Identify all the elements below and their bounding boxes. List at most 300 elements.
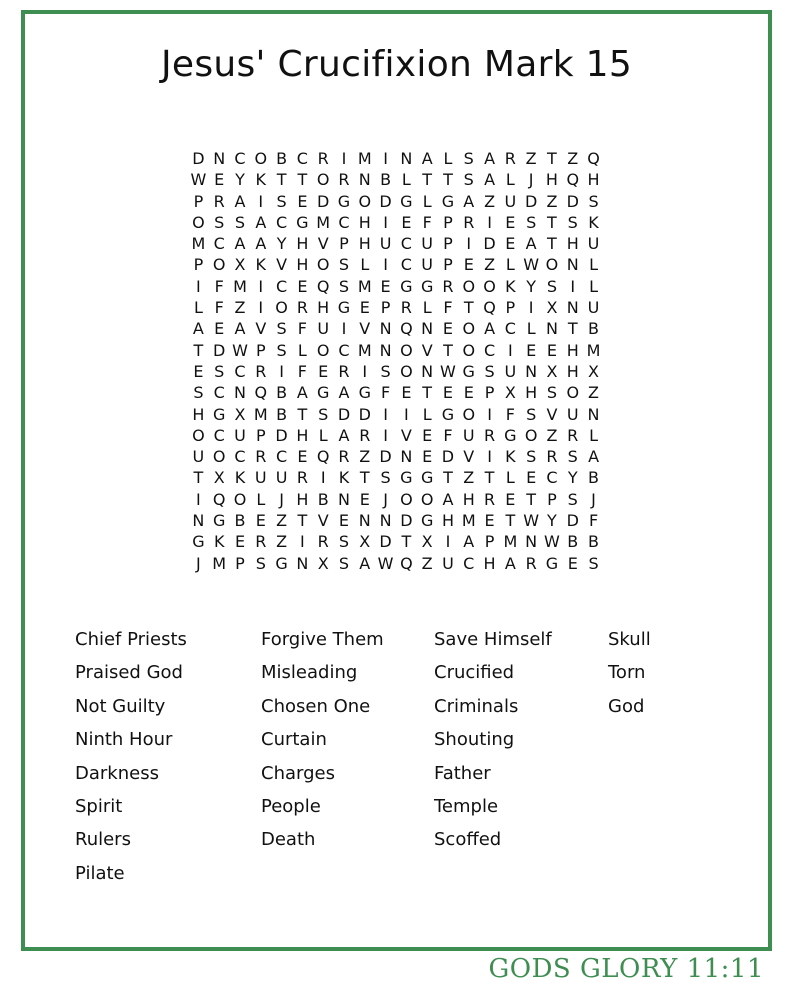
grid-letter: I [466, 234, 472, 254]
grid-letter: N [192, 511, 205, 531]
grid-letter: D [379, 191, 392, 211]
grid-letter: P [235, 553, 245, 573]
grid-letter: I [383, 149, 388, 168]
grid-letter: G [296, 212, 309, 232]
grid-letter: Z [546, 425, 558, 445]
grid-letter: V [276, 255, 288, 275]
word-list-item: Criminals [434, 695, 519, 717]
grid-letter: T [484, 468, 495, 488]
grid-letter: T [547, 234, 557, 254]
grid-row [188, 212, 604, 233]
word-list-item: Chosen One [261, 695, 371, 717]
grid-letter: P [505, 298, 516, 318]
grid-letter: F [214, 298, 224, 318]
grid-letter: I [383, 404, 388, 424]
grid-letter: I [404, 404, 409, 424]
word-list-item: Pilate [75, 862, 125, 884]
grid-letter: G [420, 276, 434, 296]
grid-letter: B [588, 532, 600, 552]
grid-letter: A [338, 425, 350, 445]
grid-letter: K [234, 468, 246, 488]
grid-letter: U [566, 404, 579, 424]
grid-letter: C [276, 447, 288, 467]
grid-letter: A [588, 447, 600, 467]
grid-letter: T [193, 468, 204, 488]
grid-letter: G [337, 191, 351, 211]
grid-letter: O [483, 276, 496, 296]
grid-letter: G [545, 553, 559, 573]
grid-letter: K [255, 255, 267, 275]
grid-letter: D [317, 191, 330, 211]
grid-letter: S [214, 361, 225, 381]
grid-letter: U [504, 191, 517, 211]
grid-letter: I [383, 212, 388, 232]
grid-letter: O [192, 212, 205, 232]
grid-letter: I [487, 404, 492, 424]
grid-letter: T [567, 319, 578, 339]
grid-letter: E [234, 532, 246, 552]
grid-letter: M [357, 276, 372, 296]
grid-letter: U [587, 298, 600, 318]
grid-letter: Z [276, 511, 288, 531]
grid-letter: N [400, 149, 413, 168]
grid-letter: U [504, 361, 517, 381]
grid-letter: J [196, 553, 201, 573]
grid-letter: S [484, 361, 495, 381]
word-list-item: Ninth Hour [75, 729, 173, 751]
grid-letter: L [526, 319, 536, 339]
grid-letter: O [462, 276, 476, 296]
grid-letter: T [443, 340, 453, 360]
grid-letter: H [441, 511, 454, 531]
grid-letter: E [214, 170, 225, 190]
grid-letter: L [443, 149, 453, 168]
grid-letter: O [545, 255, 559, 275]
grid-letter: E [442, 319, 454, 339]
word-list-item: Not Guilty [75, 695, 166, 717]
grid-letter: A [484, 319, 496, 339]
grid-letter: G [462, 361, 475, 381]
grid-letter: S [526, 212, 537, 232]
grid-letter: L [589, 276, 598, 296]
grid-letter: Z [588, 383, 600, 403]
grid-letter: O [524, 425, 538, 445]
grid-letter: L [505, 170, 515, 190]
grid-letter: D [379, 532, 392, 552]
word-list-item: Darkness [75, 762, 159, 784]
grid-letter: G [400, 276, 413, 296]
grid-letter: C [276, 276, 288, 296]
grid-letter: Z [567, 149, 579, 168]
grid-letter: C [296, 149, 308, 168]
grid-letter: G [212, 404, 226, 424]
grid-letter: K [255, 170, 267, 190]
grid-letter: W [440, 361, 456, 381]
grid-row [188, 169, 604, 190]
grid-letter: W [190, 170, 207, 190]
grid-letter: I [341, 319, 347, 339]
grid-letter: O [400, 340, 413, 360]
grid-letter: R [338, 447, 350, 467]
grid-letter: O [316, 340, 330, 360]
grid-letter: I [258, 276, 264, 296]
grid-letter: R [504, 149, 516, 168]
grid-letter: B [234, 511, 246, 531]
grid-letter: T [547, 149, 557, 168]
grid-letter: F [214, 276, 224, 296]
grid-letter: I [320, 468, 326, 488]
grid-letter: H [566, 234, 579, 254]
grid-letter: K [338, 468, 350, 488]
grid-letter: U [587, 234, 600, 254]
word-list-item: Father [434, 762, 491, 784]
grid-letter: U [462, 425, 475, 445]
grid-letter: N [358, 170, 371, 190]
grid-letter: D [524, 191, 538, 211]
grid-letter: B [588, 319, 600, 339]
grid-letter: I [528, 298, 534, 318]
grid-letter: D [566, 191, 579, 211]
grid-letter: H [296, 489, 309, 509]
grid-letter: O [358, 191, 372, 211]
word-list-item: Chief Priests [75, 629, 187, 650]
grid-letter: A [442, 489, 454, 509]
grid-letter: U [254, 468, 267, 488]
grid-letter: G [420, 511, 434, 531]
grid-letter: A [484, 170, 496, 190]
grid-letter: G [337, 298, 351, 318]
grid-letter: Q [254, 383, 268, 403]
grid-letter: F [443, 298, 453, 318]
grid-row [188, 510, 604, 531]
grid-letter: J [528, 170, 534, 190]
word-list-item: Save Himself [434, 629, 552, 650]
grid-letter: G [441, 404, 455, 424]
grid-letter: I [258, 191, 264, 211]
grid-letter: R [442, 276, 454, 296]
grid-letter: H [566, 361, 579, 381]
grid-letter: I [258, 298, 264, 318]
grid-letter: H [566, 340, 579, 360]
grid-letter: C [483, 340, 496, 360]
grid-letter: E [463, 255, 474, 275]
grid-letter: E [526, 468, 537, 488]
grid-letter: I [383, 425, 388, 445]
grid-letter: T [443, 468, 453, 488]
grid-letter: S [214, 212, 225, 232]
grid-letter: H [587, 170, 600, 190]
grid-letter: L [422, 191, 432, 211]
grid-letter: H [358, 212, 371, 232]
grid-letter: G [192, 532, 205, 552]
grid-letter: E [359, 489, 370, 509]
grid-letter: B [588, 468, 600, 488]
grid-letter: Y [567, 468, 578, 488]
grid-letter: N [421, 319, 434, 339]
grid-letter: X [359, 532, 371, 552]
grid-letter: E [463, 383, 474, 403]
grid-letter: C [234, 149, 246, 168]
grid-letter: D [566, 511, 579, 531]
grid-letter: E [505, 489, 516, 509]
grid-letter: E [567, 553, 578, 573]
grid-letter: X [546, 298, 558, 318]
grid-letter: I [362, 361, 368, 381]
grid-letter: M [357, 149, 372, 168]
grid-letter: R [400, 298, 412, 318]
grid-letter: R [483, 425, 496, 445]
grid-letter: T [401, 532, 412, 552]
word-list-item: Forgive Them [261, 629, 384, 650]
grid-letter: S [567, 212, 578, 232]
grid-letter: I [445, 532, 451, 552]
grid-letter: N [400, 447, 413, 467]
grid-letter: N [566, 255, 579, 275]
grid-letter: E [338, 511, 350, 531]
grid-letter: N [296, 553, 309, 573]
grid-letter: S [338, 255, 350, 275]
word-list [0, 627, 794, 907]
grid-letter: A [463, 532, 475, 552]
grid-letter: S [567, 447, 578, 467]
grid-letter: O [212, 255, 226, 275]
grid-letter: S [338, 553, 350, 573]
grid-letter: I [196, 489, 201, 509]
grid-row [188, 553, 604, 574]
grid-letter: S [463, 149, 474, 168]
grid-letter: O [316, 255, 330, 275]
grid-letter: F [422, 212, 432, 232]
grid-letter: W [544, 532, 560, 552]
word-list-item: Scoffed [434, 829, 502, 851]
grid-letter: D [483, 234, 496, 254]
grid-letter: O [462, 319, 476, 339]
grid-letter: C [213, 234, 225, 254]
grid-letter: V [359, 319, 371, 339]
grid-letter: S [255, 553, 266, 573]
grid-letter: R [338, 170, 350, 190]
grid-letter: D [275, 425, 288, 445]
grid-letter: X [546, 361, 558, 381]
grid-letter: I [487, 212, 492, 232]
grid-letter: A [192, 319, 204, 339]
grid-letter: P [193, 255, 204, 275]
grid-letter: O [566, 383, 580, 403]
grid-letter: S [588, 553, 599, 573]
grid-letter: L [505, 468, 515, 488]
grid-letter: A [484, 149, 496, 168]
grid-letter: A [421, 149, 433, 168]
grid-letter: L [360, 255, 370, 275]
grid-letter: S [276, 191, 287, 211]
grid-letter: A [255, 234, 267, 254]
grid-letter: O [233, 489, 247, 509]
grid-letter: S [193, 383, 204, 403]
grid-letter: E [255, 511, 266, 531]
grid-row [188, 361, 604, 382]
grid-letter: P [443, 255, 453, 275]
grid-letter: C [546, 468, 558, 488]
grid-letter: O [212, 447, 226, 467]
grid-letter: J [279, 489, 284, 509]
grid-letter: N [545, 319, 558, 339]
grid-letter: F [297, 361, 307, 381]
word-list-item: Rulers [75, 829, 131, 851]
grid-letter: N [234, 383, 246, 403]
grid-letter: Z [234, 298, 246, 318]
grid-letter: Q [316, 276, 330, 296]
grid-letter: A [525, 234, 537, 254]
grid-letter: T [463, 298, 474, 318]
grid-letter: H [296, 425, 309, 445]
grid-letter: E [422, 425, 433, 445]
grid-letter: I [279, 361, 284, 381]
grid-letter: X [588, 361, 600, 381]
grid-letter: T [422, 170, 433, 190]
grid-letter: L [193, 298, 203, 318]
grid-letter: M [586, 340, 601, 360]
grid-letter: K [588, 212, 599, 232]
grid-letter: Y [547, 511, 557, 531]
grid-letter: A [504, 553, 516, 573]
grid-letter: Q [400, 319, 413, 339]
grid-letter: L [318, 425, 328, 445]
grid-letter: T [297, 404, 308, 424]
grid-letter: P [443, 212, 453, 232]
grid-letter: V [317, 511, 329, 531]
grid-letter: P [484, 383, 495, 403]
grid-letter: Z [276, 532, 288, 552]
grid-letter: E [380, 276, 391, 296]
grid-letter: S [526, 447, 537, 467]
grid-letter: N [379, 511, 392, 531]
grid-letter: K [505, 447, 516, 467]
grid-letter: G [504, 425, 517, 445]
word-list-item: God [608, 695, 645, 717]
word-list-item: Shouting [434, 729, 515, 751]
grid-letter: R [359, 425, 371, 445]
grid-letter: M [461, 511, 476, 531]
grid-letter: H [358, 234, 371, 254]
grid-letter: K [505, 276, 516, 296]
grid-letter: E [297, 276, 308, 296]
grid-letter: P [380, 298, 391, 318]
grid-letter: P [255, 425, 266, 445]
grid-letter: W [232, 340, 248, 360]
grid-letter: R [546, 447, 558, 467]
grid-letter: A [338, 383, 350, 403]
grid-letter: M [503, 532, 518, 552]
grid-letter: O [316, 170, 330, 190]
grid-letter: P [443, 234, 453, 254]
grid-letter: Q [400, 553, 413, 573]
grid-letter: W [523, 511, 540, 531]
grid-letter: O [254, 149, 268, 168]
grid-letter: G [441, 191, 455, 211]
grid-letter: Z [484, 255, 496, 275]
grid-letter: V [400, 425, 412, 445]
grid-letter: M [316, 212, 331, 232]
grid-letter: C [213, 383, 225, 403]
grid-letter: A [234, 191, 246, 211]
grid-letter: L [589, 425, 598, 445]
grid-letter: O [192, 425, 205, 445]
grid-letter: R [255, 532, 267, 552]
grid-letter: U [379, 234, 392, 254]
grid-letter: E [193, 361, 204, 381]
grid-letter: P [255, 340, 266, 360]
grid-letter: H [483, 553, 496, 573]
grid-letter: O [275, 298, 288, 318]
grid-letter: O [462, 404, 476, 424]
grid-letter: A [463, 191, 475, 211]
grid-letter: S [276, 340, 287, 360]
grid-letter: Q [212, 489, 226, 509]
grid-letter: H [545, 170, 558, 190]
grid-letter: M [212, 553, 227, 573]
word-column-2 [261, 627, 384, 861]
grid-letter: T [505, 511, 516, 531]
grid-letter: Q [587, 149, 600, 168]
grid-letter: T [297, 511, 308, 531]
grid-letter: Q [483, 298, 496, 318]
grid-letter: U [234, 425, 246, 445]
grid-letter: G [420, 468, 434, 488]
grid-letter: A [359, 553, 371, 573]
grid-letter: I [487, 447, 492, 467]
grid-letter: S [380, 468, 391, 488]
grid-letter: R [213, 191, 225, 211]
grid-letter: G [400, 468, 413, 488]
grid-letter: M [233, 276, 247, 296]
grid-letter: R [317, 532, 329, 552]
grid-letter: T [422, 383, 433, 403]
grid-letter: W [523, 255, 540, 275]
grid-letter: N [337, 489, 350, 509]
grid-row [188, 276, 604, 297]
grid-letter: E [297, 191, 308, 211]
word-list-item: People [261, 795, 321, 817]
grid-letter: N [379, 319, 392, 339]
grid-letter: S [234, 212, 246, 232]
grid-letter: T [297, 170, 308, 190]
grid-letter: A [255, 212, 267, 232]
grid-letter: S [546, 276, 558, 296]
grid-letter: R [296, 298, 308, 318]
grid-letter: J [383, 489, 388, 509]
grid-row [188, 318, 604, 339]
grid-letter: X [317, 553, 329, 573]
grid-letter: T [359, 468, 370, 488]
grid-row [188, 254, 604, 275]
grid-row [188, 382, 604, 403]
grid-letter: C [400, 234, 412, 254]
grid-letter: B [380, 170, 392, 190]
grid-letter: B [276, 404, 288, 424]
grid-letter: R [317, 149, 329, 168]
grid-letter: H [525, 383, 538, 403]
grid-letter: X [234, 255, 246, 275]
grid-letter: L [422, 298, 432, 318]
grid-letter: Y [526, 276, 537, 296]
grid-row [188, 233, 604, 254]
grid-letter: E [484, 511, 495, 531]
grid-letter: G [316, 383, 330, 403]
grid-letter: S [318, 404, 329, 424]
grid-row [188, 531, 604, 552]
grid-letter: R [483, 489, 496, 509]
word-list-item: Skull [608, 629, 651, 650]
